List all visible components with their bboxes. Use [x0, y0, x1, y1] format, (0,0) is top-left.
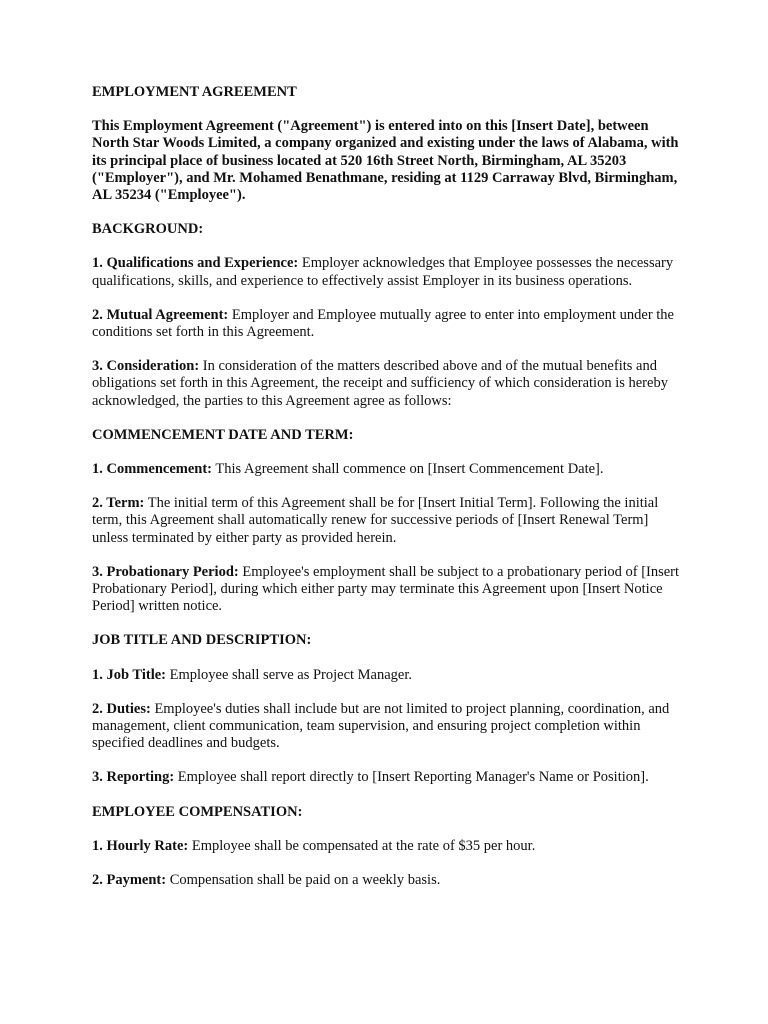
- clause-label: 1. Hourly Rate:: [92, 837, 189, 854]
- clause-text: Compensation shall be paid on a weekly basis.: [166, 872, 441, 889]
- clause-label: 1. Qualifications and Experience:: [92, 255, 299, 272]
- section-heading-background: BACKGROUND:: [92, 221, 204, 238]
- intro-paragraph: This Employment Agreement ("Agreement") is entered into on this [Insert Date], between North Star Woods Limited, a company organized and existing under the laws of Alabama, with its principal place of business located at 520 16th Street North, Birmingham, AL 35203 ("Employer"), and Mr. Mohamed Benathmane, residing at 1129 Carraway Blvd, Birmingham, AL 35234 ("Employee").: [92, 118, 679, 204]
- clause-duties: [92, 701, 688, 753]
- clause-text: Employee shall be compensated at the rate of $35 per hour.: [188, 837, 536, 854]
- clause-text: Employer and Employee mutually agree to enter into employment under the conditions set forth in this Agreement.: [92, 306, 674, 341]
- clause-commencement: [92, 461, 688, 478]
- clause-term: [92, 495, 688, 547]
- clause-label: 1. Job Title:: [92, 666, 166, 683]
- clause-hourly-rate: [92, 838, 688, 855]
- clause-text: The initial term of this Agreement shall be for [Insert Initial Term]. Following the initial term, this Agreement shall automatically renew for successive periods of [Insert Renewal Term] unless terminated by either party as provided herein.: [92, 495, 659, 546]
- clause-text: In consideration of the matters described above and of the mutual benefits and obligations set forth in this Agreement, the receipt and sufficiency of which consideration is hereby acknowledged, the parties to this Agreement agree as follows:: [92, 358, 668, 409]
- clause-text: Employee's duties shall include but are not limited to project planning, coordination, and management, client communication, team supervision, and ensuring project completion within specified deadlines and budgets.: [92, 700, 670, 752]
- clause-payment: [92, 872, 688, 889]
- clause-label: 1. Commencement:: [92, 461, 212, 478]
- section-heading-commencement: COMMENCEMENT DATE AND TERM:: [92, 426, 354, 443]
- clause-label: 2. Duties:: [92, 700, 151, 717]
- clause-job-title: [92, 667, 688, 684]
- clause-text: Employee shall serve as Project Manager.: [166, 666, 413, 683]
- clause-reporting: [92, 769, 688, 786]
- clause-mutual-agreement: [92, 307, 688, 341]
- clause-label: 2. Term:: [92, 495, 145, 512]
- document-title: EMPLOYMENT AGREEMENT: [92, 84, 297, 100]
- clause-label: 2. Mutual Agreement:: [92, 306, 229, 323]
- clause-label: 3. Reporting:: [92, 769, 175, 786]
- clause-text: Employee's employment shall be subject to a probationary period of [Insert Probationary Period], during which either party may terminate this Agreement upon [Insert Notice Period] written notice.: [92, 563, 680, 615]
- clause-qualifications: [92, 255, 688, 289]
- clause-text: This Agreement shall commence on [Insert Commencement Date].: [212, 461, 604, 478]
- section-heading-compensation: EMPLOYEE COMPENSATION:: [92, 803, 303, 820]
- clause-text: Employer acknowledges that Employee possesses the necessary qualifications, skills, and experience to effectively assist Employer in its business operations.: [92, 255, 674, 289]
- clause-label: 3. Probationary Period:: [92, 563, 239, 580]
- clause-consideration: [92, 358, 688, 410]
- clause-label: 3. Consideration:: [92, 358, 200, 375]
- clause-text: Employee shall report directly to [Insert Reporting Manager's Name or Position].: [174, 769, 649, 786]
- clause-probationary-period: [92, 564, 688, 616]
- clause-label: 2. Payment:: [92, 872, 167, 889]
- section-heading-job-title: JOB TITLE AND DESCRIPTION:: [92, 632, 312, 649]
